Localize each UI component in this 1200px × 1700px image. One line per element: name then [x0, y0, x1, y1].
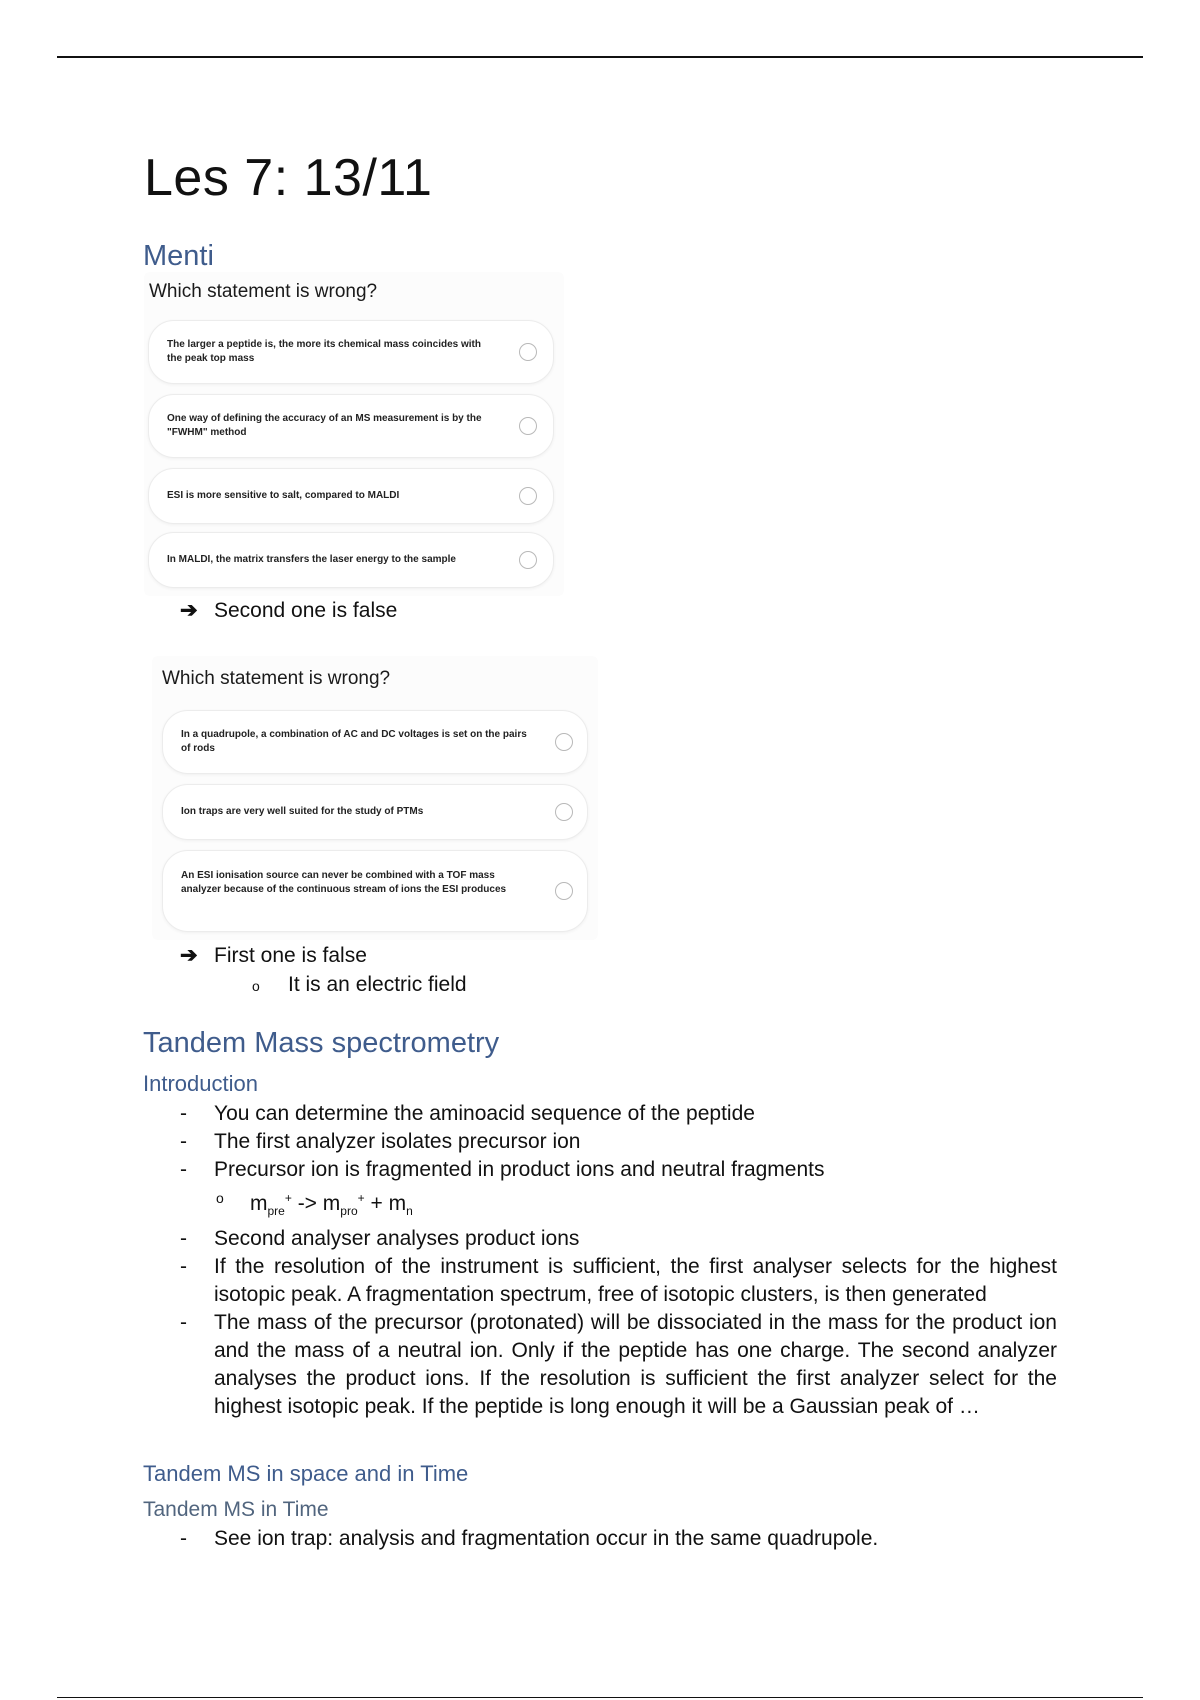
list-item: - The mass of the precursor (protonated) will be dissociated in the mass for the product ion and the mass of a neutral ion. Only if the peptide has one charge. The second analyzer analyses the product ions. If the resolution is sufficient the first analyzer select for the highest isotopic peak. If the peptide is long enough it will be a Gaussian peak of … [180, 1311, 1057, 1419]
option-text: In a quadrupole, a combination of AC and DC voltages is set on the pairs of rods [181, 729, 527, 754]
quiz2-answer [180, 943, 367, 968]
answer-text: First one is false [214, 944, 367, 967]
option-text: ESI is more sensitive to salt, compared to MALDI [167, 490, 400, 501]
radio-icon [519, 487, 537, 505]
quiz1-option-2 [148, 394, 554, 458]
circle-bullet-icon: o [252, 978, 260, 994]
list-item: - You can determine the aminoacid sequence of the peptide [180, 1102, 755, 1125]
arrow-icon: ➔ [180, 944, 198, 967]
quiz1-option-4 [148, 532, 554, 588]
quiz1-answer [180, 598, 397, 623]
note-text: It is an electric field [288, 973, 467, 996]
heading-tandem-in-time: Tandem MS in Time [143, 1498, 329, 1521]
quiz2-option-1 [162, 710, 588, 774]
arrow-icon: ➔ [180, 599, 198, 622]
heading-introduction: Introduction [143, 1071, 258, 1096]
circle-bullet-icon: o [216, 1190, 224, 1206]
radio-icon [519, 551, 537, 569]
radio-icon [555, 803, 573, 821]
quiz1-question: Which statement is wrong? [149, 281, 378, 302]
answer-text: Second one is false [214, 599, 398, 622]
option-text: An ESI ionisation source can never be combined with a TOF mass analyzer because of the continuous stream of ions the ESI produces [181, 870, 507, 895]
radio-icon [519, 343, 537, 361]
radio-icon [519, 417, 537, 435]
quiz1-option-3 [148, 468, 554, 524]
intro-bullet-list [180, 1100, 1057, 1421]
radio-icon [555, 882, 573, 900]
header-rule [57, 56, 1143, 58]
option-text: Ion traps are very well suited for the study of PTMs [181, 806, 424, 817]
time-bullet-list [180, 1525, 1057, 1553]
list-item: - The first analyzer isolates precursor ion [180, 1130, 581, 1153]
menti-quiz-1 [144, 272, 564, 596]
quiz2-note [252, 973, 467, 997]
option-text: In MALDI, the matrix transfers the laser energy to the sample [167, 554, 456, 565]
formula-item: o $m_{pre}^+ -> m_{pro}^+ + m_n$ [180, 1184, 1057, 1225]
heading-tandem-ms: Tandem Mass spectrometry [143, 1027, 500, 1059]
list-item: - Second analyser analyses product ions [180, 1227, 580, 1251]
menti-quiz-2 [152, 656, 598, 940]
quiz1-option-1 [148, 320, 554, 384]
page-title: Les 7: 13/11 [144, 149, 433, 207]
heading-tandem-space-time: Tandem MS in space and in Time [143, 1461, 469, 1486]
quiz2-option-3 [162, 850, 588, 932]
list-item: - Precursor ion is fragmented in product ions and neutral fragments [180, 1158, 825, 1181]
option-text: The larger a peptide is, the more its chemical mass coincides with the peak top mass [167, 339, 481, 364]
list-item: - If the resolution of the instrument is sufficient, the first analyser selects for the highest isotopic peak. A fragmentation spectrum, free of isotopic clusters, is then generated [180, 1255, 1057, 1307]
heading-menti: Menti [143, 240, 214, 272]
quiz2-question: Which statement is wrong? [162, 668, 391, 689]
quiz2-option-2 [162, 784, 588, 840]
option-text: One way of defining the accuracy of an MS measurement is by the "FWHM" method [167, 413, 482, 438]
list-item: - See ion trap: analysis and fragmentation occur in the same quadrupole. [180, 1527, 879, 1550]
footer-rule [57, 1697, 1143, 1698]
radio-icon [555, 733, 573, 751]
